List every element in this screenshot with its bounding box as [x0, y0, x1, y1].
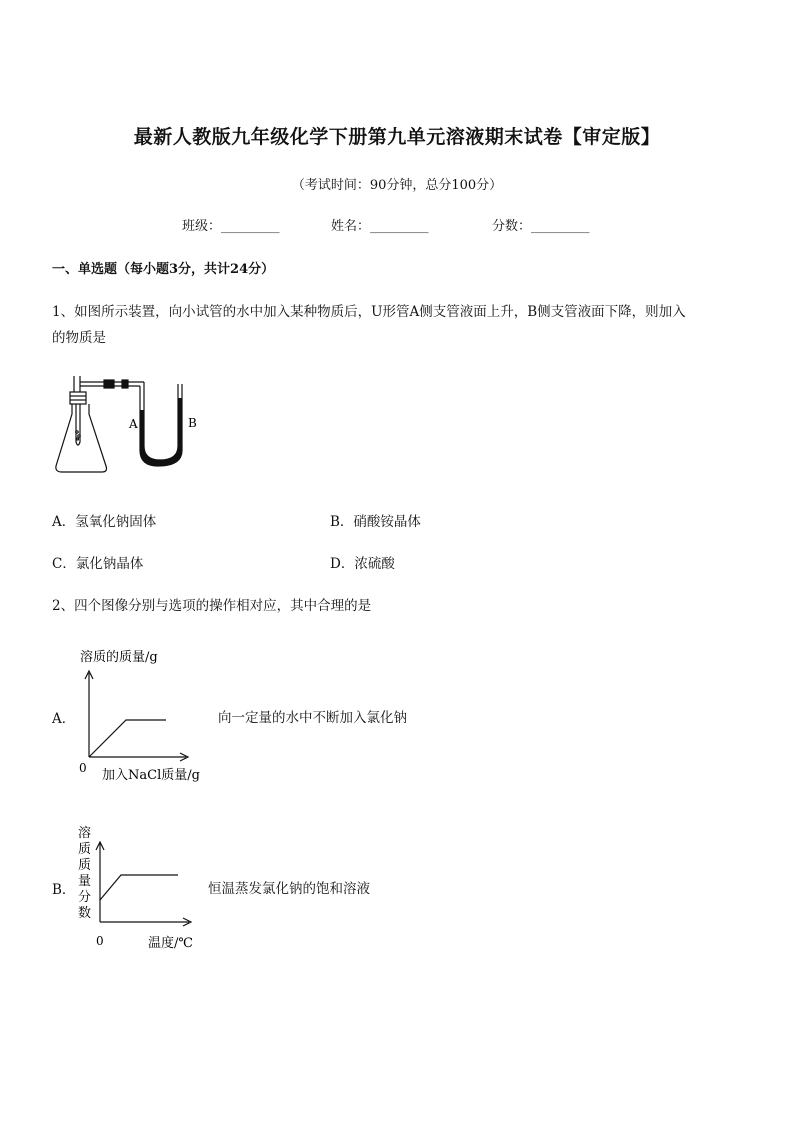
q1-option-b[interactable]: B．硝酸铵晶体	[330, 514, 421, 530]
q2-option-b-description: 恒温蒸发氯化钠的饱和溶液	[208, 881, 370, 897]
graph-b-ylabel-6: 数	[78, 906, 92, 921]
q1-stem-line1: 1、如图所示装置，向小试管的水中加入某种物质后，U形管A侧支管液面上升，B侧支管液面下降，则加入	[52, 304, 686, 320]
graph-a-xlabel: 加入NaCl质量/g	[102, 768, 200, 783]
label-a: A	[129, 417, 138, 431]
q2-option-a-label[interactable]: A．	[52, 711, 76, 727]
graph-a-curve	[89, 720, 166, 757]
graph-b-ylabel-4: 量	[78, 874, 92, 889]
q1-stem-line2: 的物质是	[52, 330, 106, 346]
q1-option-d[interactable]: D．浓硫酸	[330, 556, 395, 572]
q2-option-a-graph	[76, 645, 216, 790]
graph-b-xlabel: 温度/℃	[148, 936, 193, 951]
q2-option-b-label[interactable]: B．	[52, 882, 76, 898]
q2-option-a-description: 向一定量的水中不断加入氯化钠	[218, 710, 407, 726]
graph-a-ylabel: 溶质的质量/g	[80, 650, 158, 665]
label-b: B	[188, 416, 197, 430]
page-title: 最新人教版九年级化学下册第九单元溶液期末试卷【审定版】	[133, 126, 661, 148]
exam-time-note: （考试时间：90分钟，总分100分）	[291, 178, 503, 193]
graph-b-ylabel-1: 溶	[78, 826, 92, 841]
q2-stem: 2、四个图像分别与选项的操作相对应，其中合理的是	[52, 598, 372, 614]
graph-a-origin: 0	[79, 761, 87, 775]
name-field: 姓名：_________	[331, 219, 429, 234]
score-field: 分数：_________	[492, 219, 590, 234]
graph-b-ylabel-3: 质	[78, 858, 92, 873]
graph-b-curve	[100, 875, 178, 900]
graph-b-ylabel-2: 质	[78, 842, 92, 857]
q1-option-a[interactable]: A．氢氧化钠固体	[52, 514, 157, 530]
graph-b-origin: 0	[96, 934, 104, 948]
q1-option-c[interactable]: C．氯化钠晶体	[52, 556, 144, 572]
graph-b-ylabel-5: 分	[78, 890, 92, 905]
section-heading: 一、单选题（每小题3分，共计24分）	[52, 262, 275, 277]
q1-apparatus-figure	[50, 370, 210, 480]
q2-option-b-graph	[76, 820, 206, 955]
class-field: 班级：_________	[182, 219, 280, 234]
